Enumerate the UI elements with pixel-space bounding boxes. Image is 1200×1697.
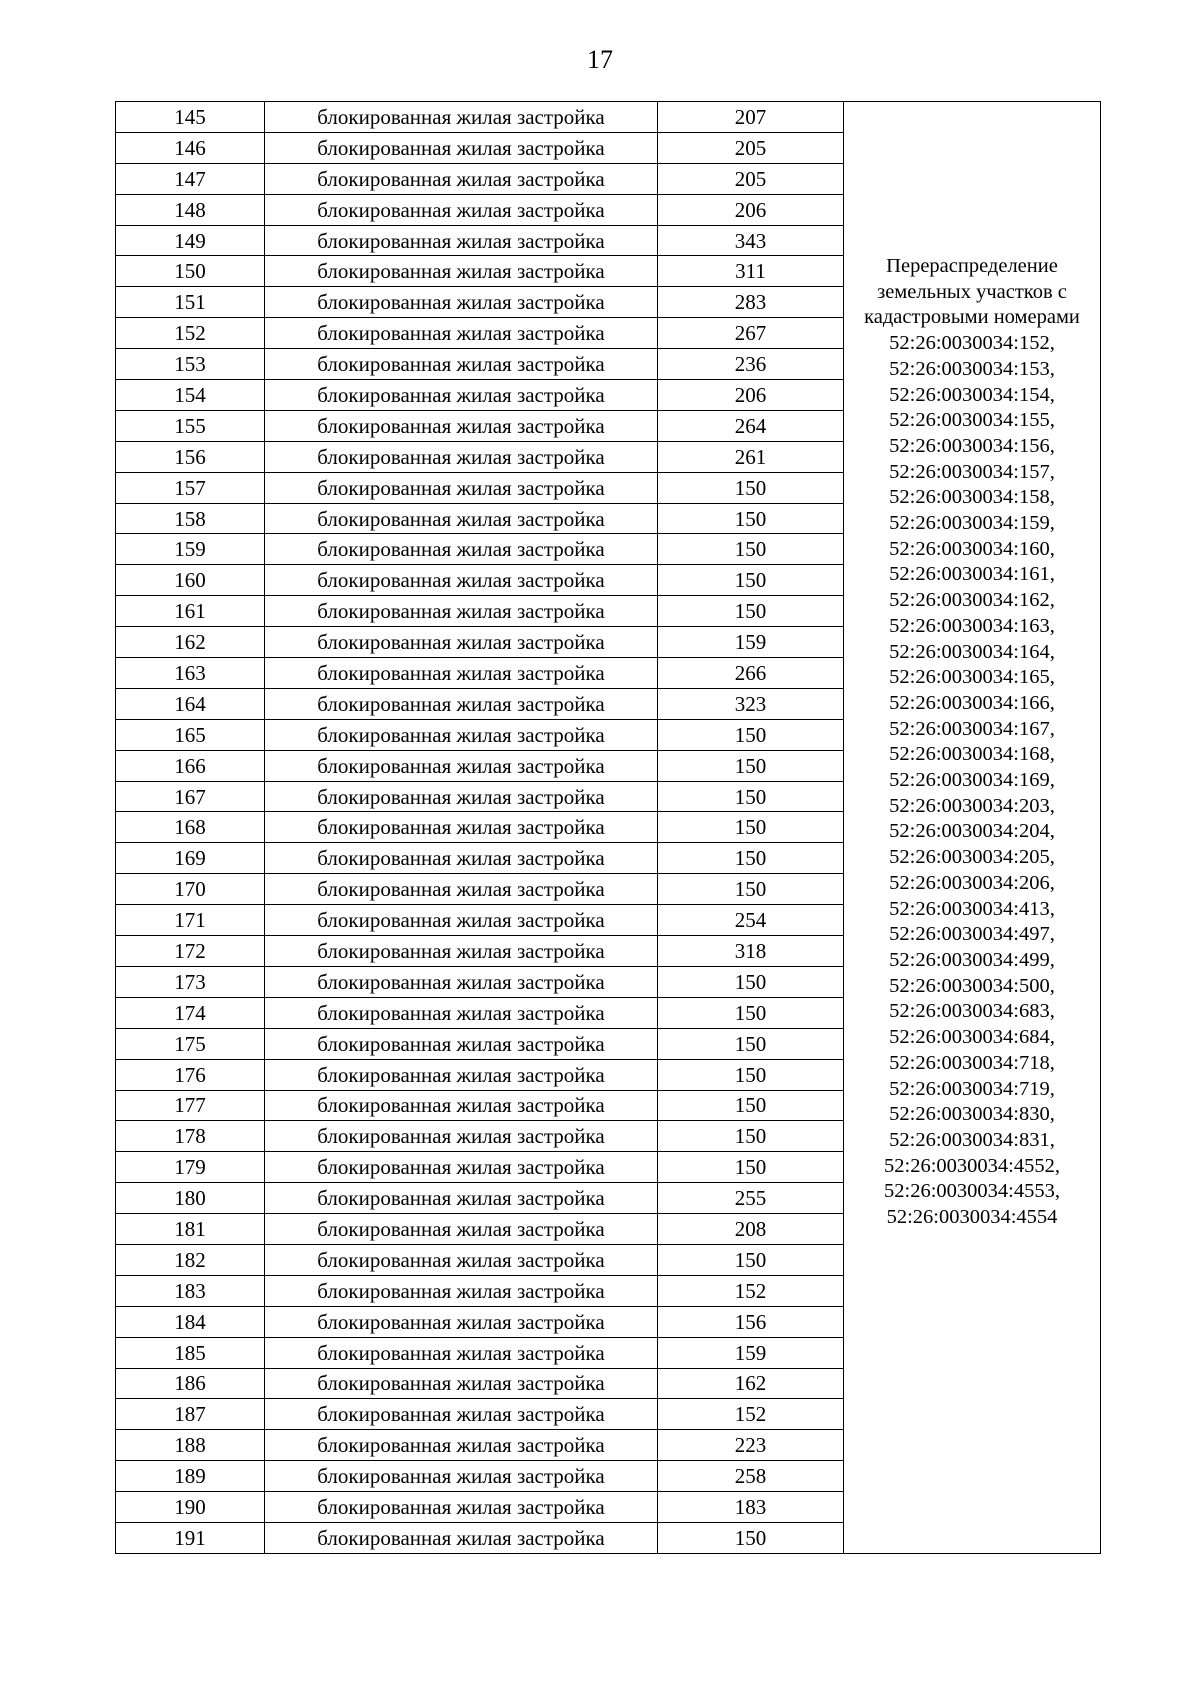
land-use-cell: блокированная жилая застройка xyxy=(265,1183,658,1214)
area-cell: 267 xyxy=(658,318,844,349)
area-cell: 159 xyxy=(658,1337,844,1368)
area-cell: 205 xyxy=(658,132,844,163)
area-cell: 343 xyxy=(658,225,844,256)
cadastral-number-list xyxy=(844,331,1100,1231)
plot-number-cell: 166 xyxy=(116,750,265,781)
plot-number-cell: 153 xyxy=(116,349,265,380)
land-use-cell: блокированная жилая застройка xyxy=(265,658,658,689)
plot-number-cell: 150 xyxy=(116,256,265,287)
plot-number-cell: 149 xyxy=(116,225,265,256)
cadastral-number: 52:26:0030034:158, xyxy=(889,486,1055,509)
area-cell: 207 xyxy=(658,102,844,133)
cadastral-number: 52:26:0030034:156, xyxy=(889,434,1055,457)
area-cell: 150 xyxy=(658,1028,844,1059)
land-use-cell: блокированная жилая застройка xyxy=(265,256,658,287)
land-use-cell: блокированная жилая застройка xyxy=(265,225,658,256)
land-use-cell: блокированная жилая застройка xyxy=(265,1368,658,1399)
area-cell: 152 xyxy=(658,1275,844,1306)
area-cell: 150 xyxy=(658,565,844,596)
area-cell: 150 xyxy=(658,719,844,750)
area-cell: 150 xyxy=(658,596,844,627)
plot-number-cell: 172 xyxy=(116,936,265,967)
plot-number-cell: 159 xyxy=(116,534,265,565)
area-cell: 152 xyxy=(658,1399,844,1430)
cadastral-number: 52:26:0030034:157, xyxy=(889,460,1055,483)
land-use-cell: блокированная жилая застройка xyxy=(265,1399,658,1430)
plot-number-cell: 175 xyxy=(116,1028,265,1059)
land-use-cell: блокированная жилая застройка xyxy=(265,781,658,812)
cadastral-number: 52:26:0030034:719, xyxy=(889,1077,1055,1100)
plot-number-cell: 189 xyxy=(116,1461,265,1492)
area-cell: 236 xyxy=(658,349,844,380)
cadastral-number: 52:26:0030034:152, xyxy=(889,332,1055,355)
area-cell: 258 xyxy=(658,1461,844,1492)
cadastral-number: 52:26:0030034:169, xyxy=(889,769,1055,792)
cadastral-number: 52:26:0030034:204, xyxy=(889,820,1055,843)
plot-number-cell: 184 xyxy=(116,1306,265,1337)
plot-number-cell: 176 xyxy=(116,1059,265,1090)
area-cell: 206 xyxy=(658,380,844,411)
land-use-cell: блокированная жилая застройка xyxy=(265,1059,658,1090)
cadastral-number: 52:26:0030034:154, xyxy=(889,383,1055,406)
plot-number-cell: 165 xyxy=(116,719,265,750)
plot-number-cell: 169 xyxy=(116,843,265,874)
plot-number-cell: 154 xyxy=(116,380,265,411)
plot-number-cell: 151 xyxy=(116,287,265,318)
area-cell: 150 xyxy=(658,503,844,534)
area-cell: 183 xyxy=(658,1492,844,1523)
area-cell: 150 xyxy=(658,812,844,843)
cadastral-number: 52:26:0030034:206, xyxy=(889,871,1055,894)
table-row xyxy=(116,102,1101,133)
area-cell: 311 xyxy=(658,256,844,287)
plot-number-cell: 178 xyxy=(116,1121,265,1152)
area-cell: 266 xyxy=(658,658,844,689)
land-use-cell: блокированная жилая застройка xyxy=(265,719,658,750)
cadastral-number: 52:26:0030034:167, xyxy=(889,717,1055,740)
land-use-cell: блокированная жилая застройка xyxy=(265,1522,658,1553)
area-cell: 255 xyxy=(658,1183,844,1214)
plot-number-cell: 145 xyxy=(116,102,265,133)
cadastral-number: 52:26:0030034:497, xyxy=(889,923,1055,946)
plot-number-cell: 157 xyxy=(116,472,265,503)
cadastral-number: 52:26:0030034:166, xyxy=(889,691,1055,714)
plot-number-cell: 185 xyxy=(116,1337,265,1368)
land-use-cell: блокированная жилая застройка xyxy=(265,1337,658,1368)
cadastral-number: 52:26:0030034:160, xyxy=(889,537,1055,560)
plot-number-cell: 167 xyxy=(116,781,265,812)
land-use-cell: блокированная жилая застройка xyxy=(265,905,658,936)
cadastral-number: 52:26:0030034:413, xyxy=(889,897,1055,920)
plot-number-cell: 164 xyxy=(116,688,265,719)
cadastral-number: 52:26:0030034:830, xyxy=(889,1103,1055,1126)
land-use-cell: блокированная жилая застройка xyxy=(265,410,658,441)
land-use-cell: блокированная жилая застройка xyxy=(265,997,658,1028)
land-use-cell: блокированная жилая застройка xyxy=(265,1275,658,1306)
land-use-cell: блокированная жилая застройка xyxy=(265,874,658,905)
land-use-cell: блокированная жилая застройка xyxy=(265,843,658,874)
plot-number-cell: 182 xyxy=(116,1244,265,1275)
cadastral-number: 52:26:0030034:683, xyxy=(889,1000,1055,1023)
plot-number-cell: 147 xyxy=(116,163,265,194)
area-cell: 150 xyxy=(658,966,844,997)
land-use-cell: блокированная жилая застройка xyxy=(265,102,658,133)
land-use-cell: блокированная жилая застройка xyxy=(265,132,658,163)
area-cell: 205 xyxy=(658,163,844,194)
plot-number-cell: 174 xyxy=(116,997,265,1028)
plot-number-cell: 191 xyxy=(116,1522,265,1553)
land-use-cell: блокированная жилая застройка xyxy=(265,534,658,565)
note-heading-line: Перераспределение xyxy=(886,255,1058,277)
land-use-cell: блокированная жилая застройка xyxy=(265,812,658,843)
plot-number-cell: 152 xyxy=(116,318,265,349)
area-cell: 323 xyxy=(658,688,844,719)
plot-number-cell: 171 xyxy=(116,905,265,936)
land-use-cell: блокированная жилая застройка xyxy=(265,1492,658,1523)
cadastral-number: 52:26:0030034:155, xyxy=(889,409,1055,432)
cadastral-number: 52:26:0030034:718, xyxy=(889,1051,1055,1074)
land-use-cell: блокированная жилая застройка xyxy=(265,503,658,534)
area-cell: 150 xyxy=(658,1152,844,1183)
area-cell: 150 xyxy=(658,1090,844,1121)
cadastral-number: 52:26:0030034:4553, xyxy=(884,1180,1060,1203)
area-cell: 318 xyxy=(658,936,844,967)
land-use-cell: блокированная жилая застройка xyxy=(265,1244,658,1275)
area-cell: 206 xyxy=(658,194,844,225)
plot-number-cell: 156 xyxy=(116,441,265,472)
cadastral-number: 52:26:0030034:205, xyxy=(889,846,1055,869)
land-use-cell: блокированная жилая застройка xyxy=(265,1214,658,1245)
area-cell: 150 xyxy=(658,1522,844,1553)
land-use-cell: блокированная жилая застройка xyxy=(265,1090,658,1121)
cadastral-number: 52:26:0030034:4554 xyxy=(886,1206,1058,1229)
area-cell: 261 xyxy=(658,441,844,472)
area-cell: 150 xyxy=(658,1121,844,1152)
land-use-cell: блокированная жилая застройка xyxy=(265,627,658,658)
plot-number-cell: 177 xyxy=(116,1090,265,1121)
cadastral-number: 52:26:0030034:163, xyxy=(889,614,1055,637)
area-cell: 150 xyxy=(658,534,844,565)
cadastral-number: 52:26:0030034:499, xyxy=(889,948,1055,971)
plot-number-cell: 162 xyxy=(116,627,265,658)
land-use-cell: блокированная жилая застройка xyxy=(265,1461,658,1492)
land-use-cell: блокированная жилая застройка xyxy=(265,349,658,380)
plot-number-cell: 160 xyxy=(116,565,265,596)
cadastral-number: 52:26:0030034:4552, xyxy=(884,1154,1060,1177)
note-heading xyxy=(844,254,1100,331)
cadastral-number: 52:26:0030034:165, xyxy=(889,666,1055,689)
plot-number-cell: 146 xyxy=(116,132,265,163)
plot-number-cell: 190 xyxy=(116,1492,265,1523)
cadastral-number: 52:26:0030034:153, xyxy=(889,357,1055,380)
land-use-cell: блокированная жилая застройка xyxy=(265,380,658,411)
plot-number-cell: 188 xyxy=(116,1430,265,1461)
area-cell: 150 xyxy=(658,874,844,905)
table-body xyxy=(116,102,1101,1554)
plot-number-cell: 163 xyxy=(116,658,265,689)
area-cell: 156 xyxy=(658,1306,844,1337)
area-cell: 162 xyxy=(658,1368,844,1399)
land-use-cell: блокированная жилая застройка xyxy=(265,472,658,503)
plot-number-cell: 179 xyxy=(116,1152,265,1183)
land-use-cell: блокированная жилая застройка xyxy=(265,1028,658,1059)
plot-number-cell: 186 xyxy=(116,1368,265,1399)
land-use-cell: блокированная жилая застройка xyxy=(265,441,658,472)
area-cell: 150 xyxy=(658,843,844,874)
cadastral-number: 52:26:0030034:500, xyxy=(889,974,1055,997)
formation-method-note xyxy=(844,102,1101,1554)
area-cell: 254 xyxy=(658,905,844,936)
land-use-cell: блокированная жилая застройка xyxy=(265,565,658,596)
cadastral-number: 52:26:0030034:684, xyxy=(889,1026,1055,1049)
note-heading-line: кадастровыми номерами xyxy=(864,306,1080,329)
area-cell: 150 xyxy=(658,472,844,503)
page-number: 17 xyxy=(587,45,613,74)
plot-number-cell: 170 xyxy=(116,874,265,905)
land-use-cell: блокированная жилая застройка xyxy=(265,163,658,194)
area-cell: 208 xyxy=(658,1214,844,1245)
plot-number-cell: 161 xyxy=(116,596,265,627)
land-use-cell: блокированная жилая застройка xyxy=(265,688,658,719)
plot-number-cell: 187 xyxy=(116,1399,265,1430)
area-cell: 150 xyxy=(658,1244,844,1275)
land-use-cell: блокированная жилая застройка xyxy=(265,936,658,967)
land-use-cell: блокированная жилая застройка xyxy=(265,287,658,318)
cadastral-number: 52:26:0030034:159, xyxy=(889,512,1055,535)
land-use-cell: блокированная жилая застройка xyxy=(265,966,658,997)
plot-number-cell: 183 xyxy=(116,1275,265,1306)
area-cell: 283 xyxy=(658,287,844,318)
plot-number-cell: 155 xyxy=(116,410,265,441)
area-cell: 150 xyxy=(658,781,844,812)
land-use-cell: блокированная жилая застройка xyxy=(265,1306,658,1337)
plot-number-cell: 173 xyxy=(116,966,265,997)
cadastral-number: 52:26:0030034:164, xyxy=(889,640,1055,663)
area-cell: 150 xyxy=(658,1059,844,1090)
land-plots-table xyxy=(115,101,1101,1554)
cadastral-number: 52:26:0030034:162, xyxy=(889,589,1055,612)
area-cell: 264 xyxy=(658,410,844,441)
plot-number-cell: 158 xyxy=(116,503,265,534)
cadastral-number: 52:26:0030034:161, xyxy=(889,563,1055,586)
area-cell: 159 xyxy=(658,627,844,658)
plot-number-cell: 168 xyxy=(116,812,265,843)
land-use-cell: блокированная жилая застройка xyxy=(265,596,658,627)
area-cell: 150 xyxy=(658,997,844,1028)
cadastral-number: 52:26:0030034:168, xyxy=(889,743,1055,766)
land-use-cell: блокированная жилая застройка xyxy=(265,1430,658,1461)
area-cell: 223 xyxy=(658,1430,844,1461)
cadastral-number: 52:26:0030034:203, xyxy=(889,794,1055,817)
land-use-cell: блокированная жилая застройка xyxy=(265,194,658,225)
plot-number-cell: 148 xyxy=(116,194,265,225)
land-use-cell: блокированная жилая застройка xyxy=(265,318,658,349)
note-heading-line: земельных участков с xyxy=(877,280,1067,303)
cadastral-number: 52:26:0030034:831, xyxy=(889,1128,1055,1151)
area-cell: 150 xyxy=(658,750,844,781)
plot-number-cell: 180 xyxy=(116,1183,265,1214)
land-use-cell: блокированная жилая застройка xyxy=(265,1121,658,1152)
land-use-cell: блокированная жилая застройка xyxy=(265,1152,658,1183)
land-use-cell: блокированная жилая застройка xyxy=(265,750,658,781)
plot-number-cell: 181 xyxy=(116,1214,265,1245)
